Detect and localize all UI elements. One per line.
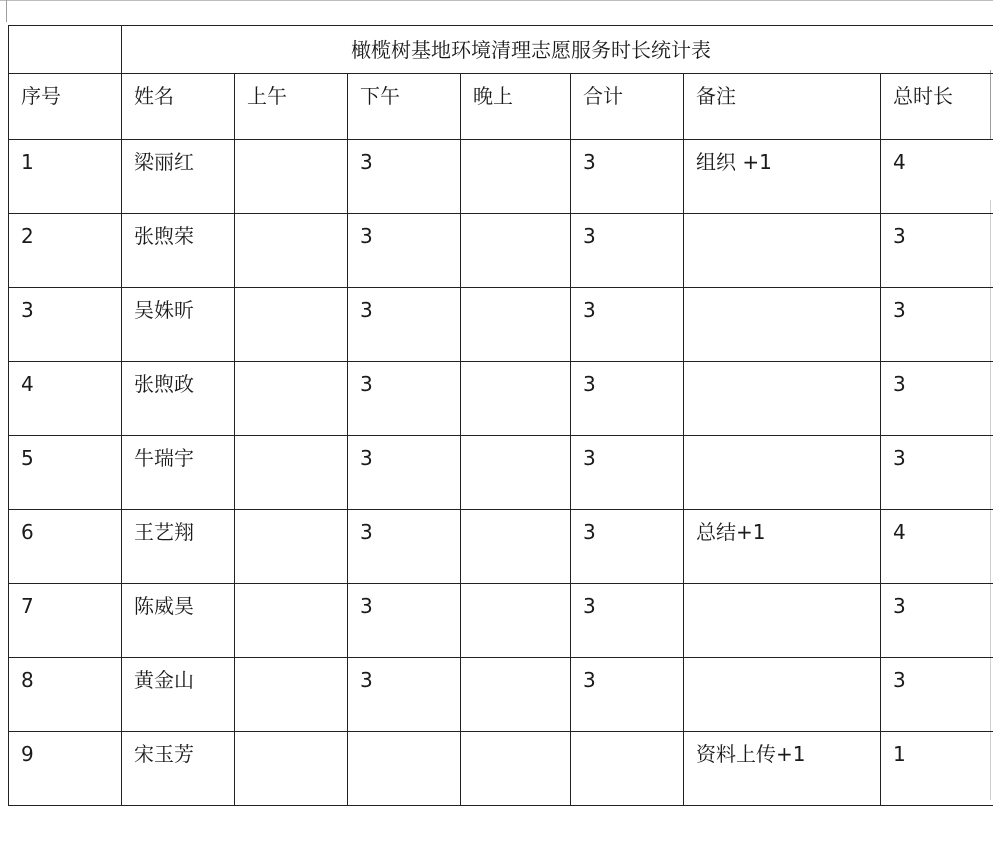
table-row	[9, 288, 993, 362]
cell-evening	[461, 732, 571, 806]
cell-index: 7	[9, 584, 122, 658]
cell-remarks: 组织 +1	[684, 140, 881, 214]
cell-afternoon: 3	[348, 510, 461, 584]
table-row	[9, 584, 993, 658]
header-morning: 上午	[235, 74, 348, 140]
header-row	[9, 74, 993, 140]
cell-afternoon: 3	[348, 658, 461, 732]
cell-evening	[461, 510, 571, 584]
cell-afternoon: 3	[348, 288, 461, 362]
cell-remarks	[684, 362, 881, 436]
cell-morning	[235, 288, 348, 362]
header-evening: 晚上	[461, 74, 571, 140]
cell-subtotal: 3	[571, 510, 684, 584]
cell-index: 9	[9, 732, 122, 806]
table-title: 橄榄树基地环境清理志愿服务时长统计表	[122, 26, 993, 74]
table-row	[9, 140, 993, 214]
cell-morning	[235, 214, 348, 288]
cell-total-hours: 3	[881, 362, 993, 436]
cell-evening	[461, 288, 571, 362]
page-top-border	[0, 0, 993, 1]
cell-name: 张煦政	[122, 362, 235, 436]
cell-remarks	[684, 214, 881, 288]
header-afternoon: 下午	[348, 74, 461, 140]
cell-index: 1	[9, 140, 122, 214]
cell-remarks	[684, 584, 881, 658]
cell-subtotal: 3	[571, 658, 684, 732]
cell-index: 4	[9, 362, 122, 436]
cell-name: 牛瑞宇	[122, 436, 235, 510]
cell-total-hours: 3	[881, 288, 993, 362]
table-row	[9, 658, 993, 732]
cell-index: 5	[9, 436, 122, 510]
cell-afternoon	[348, 732, 461, 806]
cell-subtotal: 3	[571, 362, 684, 436]
table-row	[9, 510, 993, 584]
cell-subtotal: 3	[571, 214, 684, 288]
cell-total-hours: 4	[881, 510, 993, 584]
cell-total-hours: 3	[881, 436, 993, 510]
cell-morning	[235, 584, 348, 658]
cell-total-hours: 3	[881, 584, 993, 658]
cell-morning	[235, 510, 348, 584]
cell-index: 8	[9, 658, 122, 732]
cell-index: 6	[9, 510, 122, 584]
table-row	[9, 362, 993, 436]
corner-mark	[6, 0, 7, 22]
table-row	[9, 732, 993, 806]
cell-subtotal	[571, 732, 684, 806]
cell-afternoon: 3	[348, 140, 461, 214]
cell-name: 梁丽红	[122, 140, 235, 214]
cell-total-hours: 1	[881, 732, 993, 806]
cell-morning	[235, 140, 348, 214]
cell-remarks	[684, 288, 881, 362]
title-row	[9, 26, 993, 74]
cell-subtotal: 3	[571, 140, 684, 214]
header-remarks: 备注	[684, 74, 881, 140]
cell-name: 陈威昊	[122, 584, 235, 658]
cell-name: 宋玉芳	[122, 732, 235, 806]
cell-afternoon: 3	[348, 584, 461, 658]
cell-remarks	[684, 658, 881, 732]
table-row	[9, 214, 993, 288]
cell-total-hours: 4	[881, 140, 993, 214]
cell-evening	[461, 214, 571, 288]
cell-index: 2	[9, 214, 122, 288]
cell-morning	[235, 658, 348, 732]
cell-name: 黄金山	[122, 658, 235, 732]
header-index: 序号	[9, 74, 122, 140]
header-total-hours: 总时长	[881, 74, 993, 140]
cell-afternoon: 3	[348, 214, 461, 288]
service-hours-table	[8, 25, 993, 806]
header-subtotal: 合计	[571, 74, 684, 140]
cell-name: 王艺翔	[122, 510, 235, 584]
cell-total-hours: 3	[881, 214, 993, 288]
cell-remarks	[684, 436, 881, 510]
cell-subtotal: 3	[571, 436, 684, 510]
cell-name: 吴姝昕	[122, 288, 235, 362]
cell-remarks: 资料上传+1	[684, 732, 881, 806]
title-corner-cell	[9, 26, 122, 74]
cell-afternoon: 3	[348, 362, 461, 436]
cell-morning	[235, 362, 348, 436]
table-row	[9, 436, 993, 510]
cell-evening	[461, 584, 571, 658]
cell-subtotal: 3	[571, 584, 684, 658]
cell-evening	[461, 436, 571, 510]
cell-afternoon: 3	[348, 436, 461, 510]
cell-evening	[461, 362, 571, 436]
cell-index: 3	[9, 288, 122, 362]
cell-evening	[461, 140, 571, 214]
cell-evening	[461, 658, 571, 732]
header-name: 姓名	[122, 74, 235, 140]
cell-morning	[235, 436, 348, 510]
cell-name: 张煦荣	[122, 214, 235, 288]
cell-morning	[235, 732, 348, 806]
cell-total-hours: 3	[881, 658, 993, 732]
cell-subtotal: 3	[571, 288, 684, 362]
cell-remarks: 总结+1	[684, 510, 881, 584]
